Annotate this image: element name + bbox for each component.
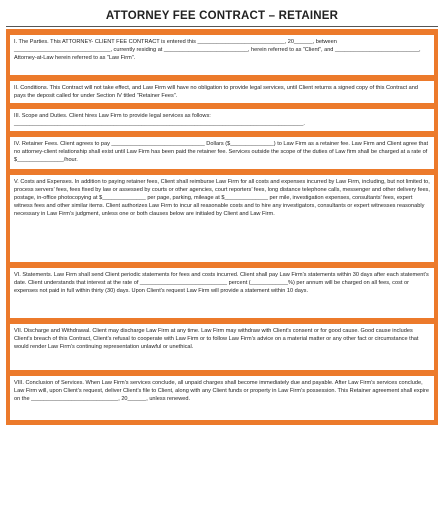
section-conditions: II. Conditions. This Contract will not take effect, and Law Firm will have no obligation to provide legal services, until Client returns a signed copy of this Contract and pays the deposit called for under Section IV titled “Retainer Fees”. <box>10 81 434 103</box>
contract-frame <box>6 29 438 425</box>
section-parties: I. The Parties. This ATTORNEY- CLIENT FEE CONTRACT is entered this ____________________________, 20______, between _______________________________, currently residing at ___________________________, herein referred to as “Client”, and ___________________________, Attorney-at-Law herein referred to as “Law Firm”. <box>10 35 434 75</box>
section-retainer: IV. Retainer Fees. Client agrees to pay ______________________________ Dollars ($______________) to Law Firm as a retainer fee. Law Firm and Client agree that no attorney-client relationship shall exist until Law Firm has been paid the retainer fee. Services outside the scope of the duties of Law firm shall be charged at a rate of $_______________/hour. <box>10 137 434 169</box>
section-conclusion: VIII. Conclusion of Services. When Law Firm’s services conclude, all unpaid charges shall become immediately due and payable. After Law Firm’s services conclude, Law Firm will, upon Client’s request, deliver Client’s file to Client, along with any Client funds or property in Law Firm’s possession. This Retainer agreement shall expire on the ____________________________, 20______, unless renewed. <box>10 376 434 420</box>
section-statements: VI. Statements. Law Firm shall send Client periodic statements for fees and costs incurred. Client shall pay Law Firm’s statements within 30 days after each statement’s date. Client understands that interest at the rate of ____________________________ percent (____________%) per annum will be charged on all fees, cost or expenses not paid in full within thirty (30) days. Upon Client’s request Law Firm will provide a statement within 10 days. <box>10 268 434 318</box>
section-discharge-withdrawal: VII. Discharge and Withdrawal. Client may discharge Law Firm at any time. Law Firm may withdraw with Client’s consent or for good cause. Good cause includes Client’s breach of this Contract, Client’s refusal to cooperate with Law Firm or to follow Law Firm’s advice on a material matter or any other fact or circumstance that would render Law Firm’s continuing representation unlawful or unethical. <box>10 324 434 370</box>
section-scope: III. Scope and Duties. Client hires Law Firm to provide legal services as follows: _____________________________________________________________________________________________. <box>10 109 434 131</box>
section-costs-expenses: V. Costs and Expenses. In addition to paying retainer fees, Client shall reimburse Law Firm for all costs and expenses incurred by Law Firm, including, but not limited to, process servers’ fees, fees fixed by law or assessed by courts or other agencies, court reporters’ fees, long distance telephone calls, messenger and other delivery fees, postage, in-office photocopying at $______________ per page, parking, mileage at $______________ per mile, investigation expenses, consultants’ fees, expert witness fees and other similar items. Client authorizes Law Firm to incur all reasonable costs and to hire any investigators, consultants or expert witnesses reasonably necessary in Law Firm’s judgment, unless one or both clauses below are initialed by Client and Law Firm. <box>10 175 434 262</box>
contract-title: ATTORNEY FEE CONTRACT – RETAINER <box>6 6 438 27</box>
